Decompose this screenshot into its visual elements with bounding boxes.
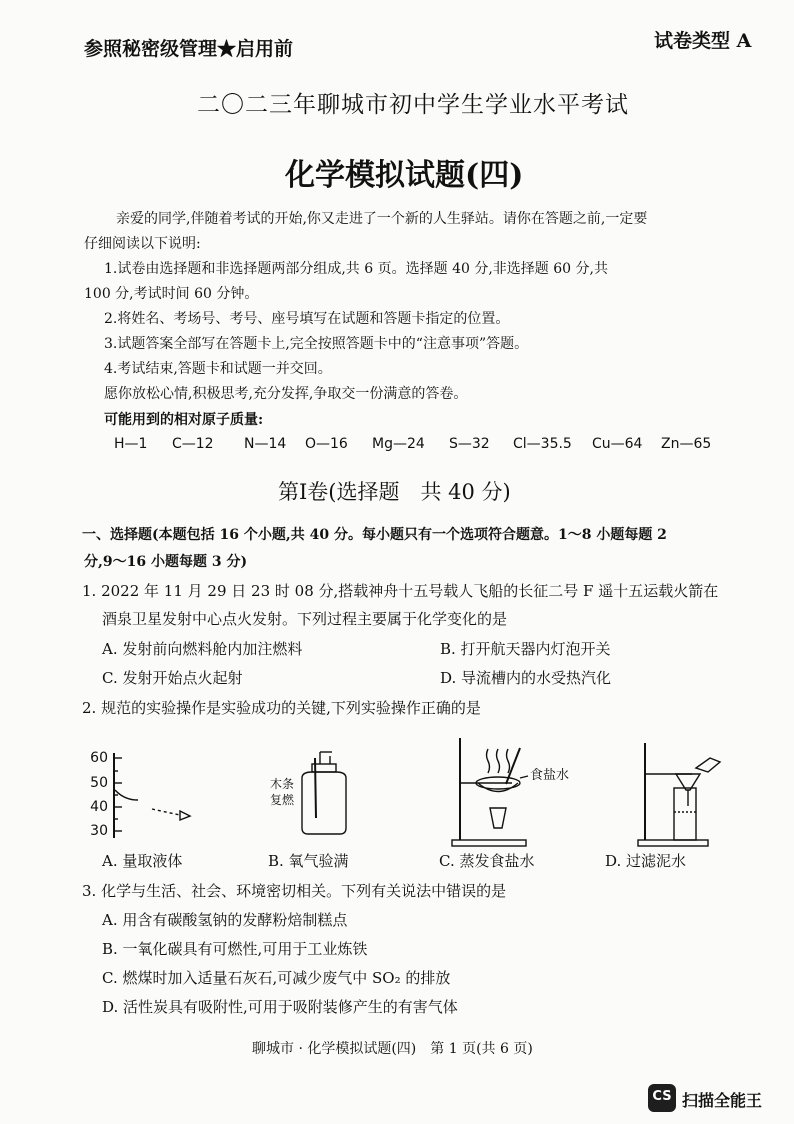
q1-option-a: A. 发射前向燃料舱内加注燃料: [102, 640, 303, 658]
q3-stem: 3. 化学与生活、社会、环境密切相关。下列有关说法中错误的是: [82, 882, 507, 900]
section1-instruction-line2: 分,9～16 小题每题 3 分): [84, 554, 248, 570]
intro-note-1-cont: 100 分,考试时间 60 分钟。: [84, 286, 259, 302]
atomic-mass-mg: Mg—24: [372, 436, 425, 452]
q1-stem-line1: 1. 2022 年 11 月 29 日 23 时 08 分,搭载神舟十五号载人飞船的长征二号 F 遥十五运载火箭在: [82, 582, 719, 600]
atomic-mass-label: 可能用到的相对原子质量:: [104, 412, 264, 428]
cylinder-tick-60: 60: [90, 750, 108, 766]
atomic-mass-s: S—32: [449, 436, 490, 452]
q3-option-a: A. 用含有碳酸氢钠的发酵粉焙制糕点: [102, 911, 348, 929]
intro-note-3: 3.试题答案全部写在答题卡上,完全按照答题卡中的“注意事项”答题。: [104, 336, 529, 352]
q2-option-d: D. 过滤泥水: [605, 852, 687, 870]
cylinder-tick-50: 50: [90, 775, 108, 791]
cylinder-tick-40: 40: [90, 799, 108, 815]
confidential-label: 参照秘密级管理★启用前: [84, 38, 294, 60]
intro-greeting-line1: 亲爱的同学,伴随着考试的开始,你又走进了一个新的人生驿站。请你在答题之前,一定要: [116, 211, 648, 227]
q1-option-c: C. 发射开始点火起射: [102, 669, 243, 687]
q1-option-d: D. 导流槽内的水受热汽化: [440, 669, 612, 687]
graduated-cylinder-figure: [114, 753, 190, 838]
intro-note-1: 1.试卷由选择题和非选择题两部分组成,共 6 页。选择题 40 分,非选择题 60 分,共: [104, 261, 608, 277]
cylinder-tick-30: 30: [90, 823, 108, 839]
exam-title: 二〇二三年聊城市初中学生学业水平考试: [197, 92, 629, 118]
q1-stem-line2: 酒泉卫星发射中心点火发射。下列过程主要属于化学变化的是: [102, 610, 508, 628]
stick-label-2: 复燃: [270, 793, 295, 807]
q2-option-c: C. 蒸发食盐水: [439, 852, 535, 870]
intro-note-2: 2.将姓名、考场号、考号、座号填写在试题和答题卡指定的位置。: [104, 311, 510, 327]
stick-label-1: 木条: [270, 777, 295, 791]
atomic-mass-c: C—12: [172, 436, 214, 452]
intro-wish: 愿你放松心情,积极思考,充分发挥,争取交一份满意的答卷。: [104, 386, 468, 402]
atomic-mass-o: O—16: [305, 436, 348, 452]
q1-option-b: B. 打开航天器内灯泡开关: [440, 640, 611, 658]
atomic-mass-h: H—1: [114, 436, 148, 452]
gas-bottle-figure: [302, 752, 346, 834]
q3-option-d: D. 活性炭具有吸附性,可用于吸附装修产生的有害气体: [102, 998, 458, 1016]
evaporation-figure: [452, 738, 528, 846]
q2-option-b: B. 氧气验满: [268, 852, 349, 870]
filtration-figure: [638, 743, 720, 846]
page-footer: 聊城市 · 化学模拟试题(四) 第 1 页(共 6 页): [252, 1041, 533, 1057]
scanner-logo-icon: [648, 1084, 676, 1112]
q3-option-b: B. 一氧化碳具有可燃性,可用于工业炼铁: [102, 940, 368, 958]
paper-title: 化学模拟试题(四): [285, 158, 524, 193]
q2-apparatus-figures: [80, 728, 740, 850]
intro-greeting-line2: 仔细阅读以下说明:: [84, 236, 201, 252]
atomic-mass-zn: Zn—65: [661, 436, 712, 452]
intro-note-4: 4.考试结束,答题卡和试题一并交回。: [104, 361, 332, 377]
q2-option-a: A. 量取液体: [102, 852, 183, 870]
atomic-mass-cl: Cl—35.5: [513, 436, 572, 452]
atomic-mass-n: N—14: [244, 436, 287, 452]
q3-option-c: C. 燃煤时加入适量石灰石,可减少废气中 SO₂ 的排放: [102, 969, 451, 987]
section1-title: 第Ⅰ卷(选择题 共 40 分): [278, 480, 511, 504]
q2-stem: 2. 规范的实验操作是实验成功的关键,下列实验操作正确的是: [82, 699, 481, 717]
scanner-name: 扫描全能王: [682, 1091, 763, 1110]
atomic-mass-cu: Cu—64: [592, 436, 643, 452]
paper-type-label: 试卷类型 A: [654, 30, 752, 52]
salt-water-label: 食盐水: [530, 768, 570, 783]
scanner-logo-text: CS: [652, 1089, 672, 1104]
section1-instruction-line1: 一、选择题(本题包括 16 个小题,共 40 分。每小题只有一个选项符合题意。1～8 小题每题 2: [82, 527, 667, 543]
